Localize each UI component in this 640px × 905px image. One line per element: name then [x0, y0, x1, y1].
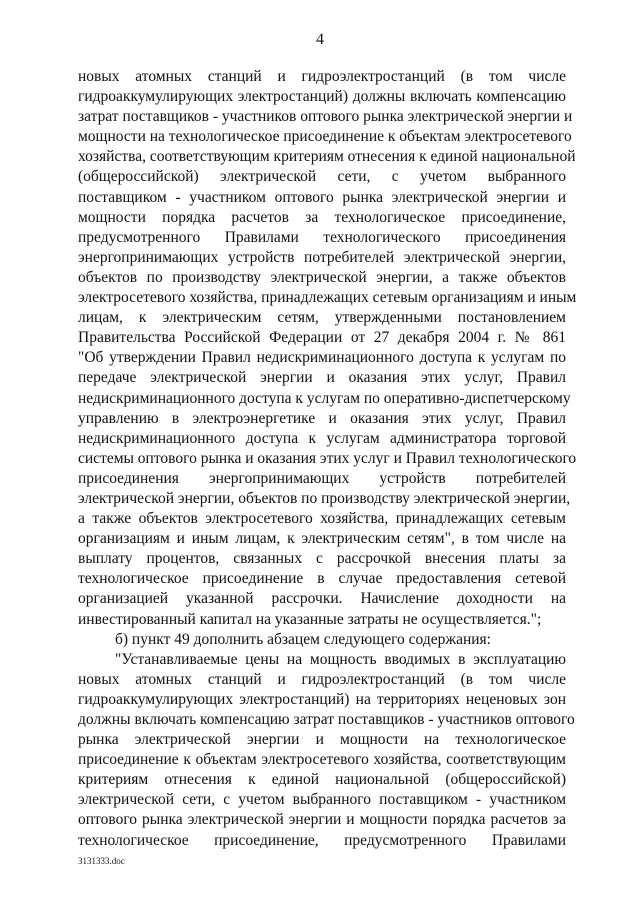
text-line: недискриминационного доступа к услугам администратора торговой	[78, 429, 566, 447]
text-line: гидроаккумулирующих электростанций) на территориях неценовых зон	[78, 690, 566, 708]
page-number: 4	[316, 31, 324, 48]
text-line: должны включать компенсацию затрат поставщиков - участников оптового	[78, 711, 575, 728]
text-line: присоединения энергопринимающих устройств потребителей	[78, 469, 566, 487]
text-line: выплату процентов, связанных с рассрочкой внесения платы за	[78, 550, 566, 568]
text-line: лицам, к электрическим сетям, утвержденными постановлением	[78, 309, 566, 327]
text-line: мощности порядка расчетов за технологическое присоединение,	[78, 208, 566, 226]
text-line: объектов по производству электрической энергии, а также объектов	[78, 268, 566, 286]
text-line: организациям и иным лицам, к электрическим сетям", в том числе на	[78, 530, 566, 548]
text-line: гидроаккумулирующих электростанций) должны включать компенсацию	[78, 88, 566, 106]
text-line: Правительства Российской Федерации от 27 декабря 2004 г. № 861	[78, 329, 566, 347]
paragraph-new-abzac	[78, 670, 575, 851]
text-line: новых атомных станций и гидроэлектростанций (в том числе	[78, 670, 566, 688]
text-line: передаче электрической энергии и оказания этих услуг, Правил	[78, 369, 566, 387]
text-line: технологическое присоединение, предусмотренного Правилами	[78, 831, 566, 849]
file-name-footer: 3131333.doc	[78, 856, 125, 866]
text-line: рынка электрической энергии и мощности на технологическое	[78, 731, 566, 749]
text-line: новых атомных станций и гидроэлектростанций (в том числе	[78, 68, 566, 85]
text-line: предусмотренного Правилами технологического присоединения	[78, 228, 566, 246]
text-line: организацией указанной рассрочки. Начисление доходности на	[78, 590, 566, 608]
text-line: а также объектов электросетевого хозяйства, принадлежащих сетевым	[78, 510, 566, 528]
text-line: недискриминационного доступа к услугам по оперативно-диспетчерскому	[78, 389, 571, 407]
paragraph-amendment-text	[78, 67, 577, 630]
text-line: управлению в электроэнергетике и оказания этих услуг, Правил	[78, 409, 566, 427]
text-line: оптового рынка электрической энергии и мощности порядка расчетов за	[78, 811, 566, 829]
document-body	[78, 67, 577, 851]
item-b-paragraph: б) пункт 49 дополнить абзацем следующего содержания:	[115, 630, 491, 648]
text-line: "Об утверждении Правил недискриминационного доступа к услугам по	[78, 349, 566, 367]
text-line: поставщиком - участником оптового рынка электрической энергии и	[78, 188, 566, 206]
text-line: системы оптового рынка и оказания этих услуг и Правил технологического	[78, 449, 577, 467]
text-line: инвестированный капитал на указанные затраты не осуществляется.";	[78, 610, 542, 628]
text-line: электрической сети, с учетом выбранного поставщиком - участником	[78, 791, 566, 809]
text-line: электросетевого хозяйства, принадлежащих сетевым организациям и иным	[78, 289, 577, 307]
text-line: технологическое присоединение в случае предоставления сетевой	[78, 570, 566, 588]
text-line: затрат поставщиков - участников оптового рынка электрической энергии и	[78, 108, 573, 126]
text-line: электрической энергии, объектов по производству электрической энергии,	[78, 489, 571, 507]
text-line: критериям отнесения к единой национальной (общероссийской)	[78, 771, 566, 789]
text-line: (общероссийской) электрической сети, с учетом выбранного	[78, 168, 566, 186]
quote-first-line: "Устанавливаемые цены на мощность вводимых в эксплуатацию	[115, 650, 566, 668]
text-line: мощности на технологическое присоединение к объектам электросетевого	[78, 128, 572, 146]
text-line: присоединение к объектам электросетевого хозяйства, соответствующим	[78, 751, 566, 769]
text-line: энергопринимающих устройств потребителей электрической энергии,	[78, 248, 566, 266]
text-line: хозяйства, соответствующим критериям отнесения к единой национальной	[78, 148, 576, 166]
